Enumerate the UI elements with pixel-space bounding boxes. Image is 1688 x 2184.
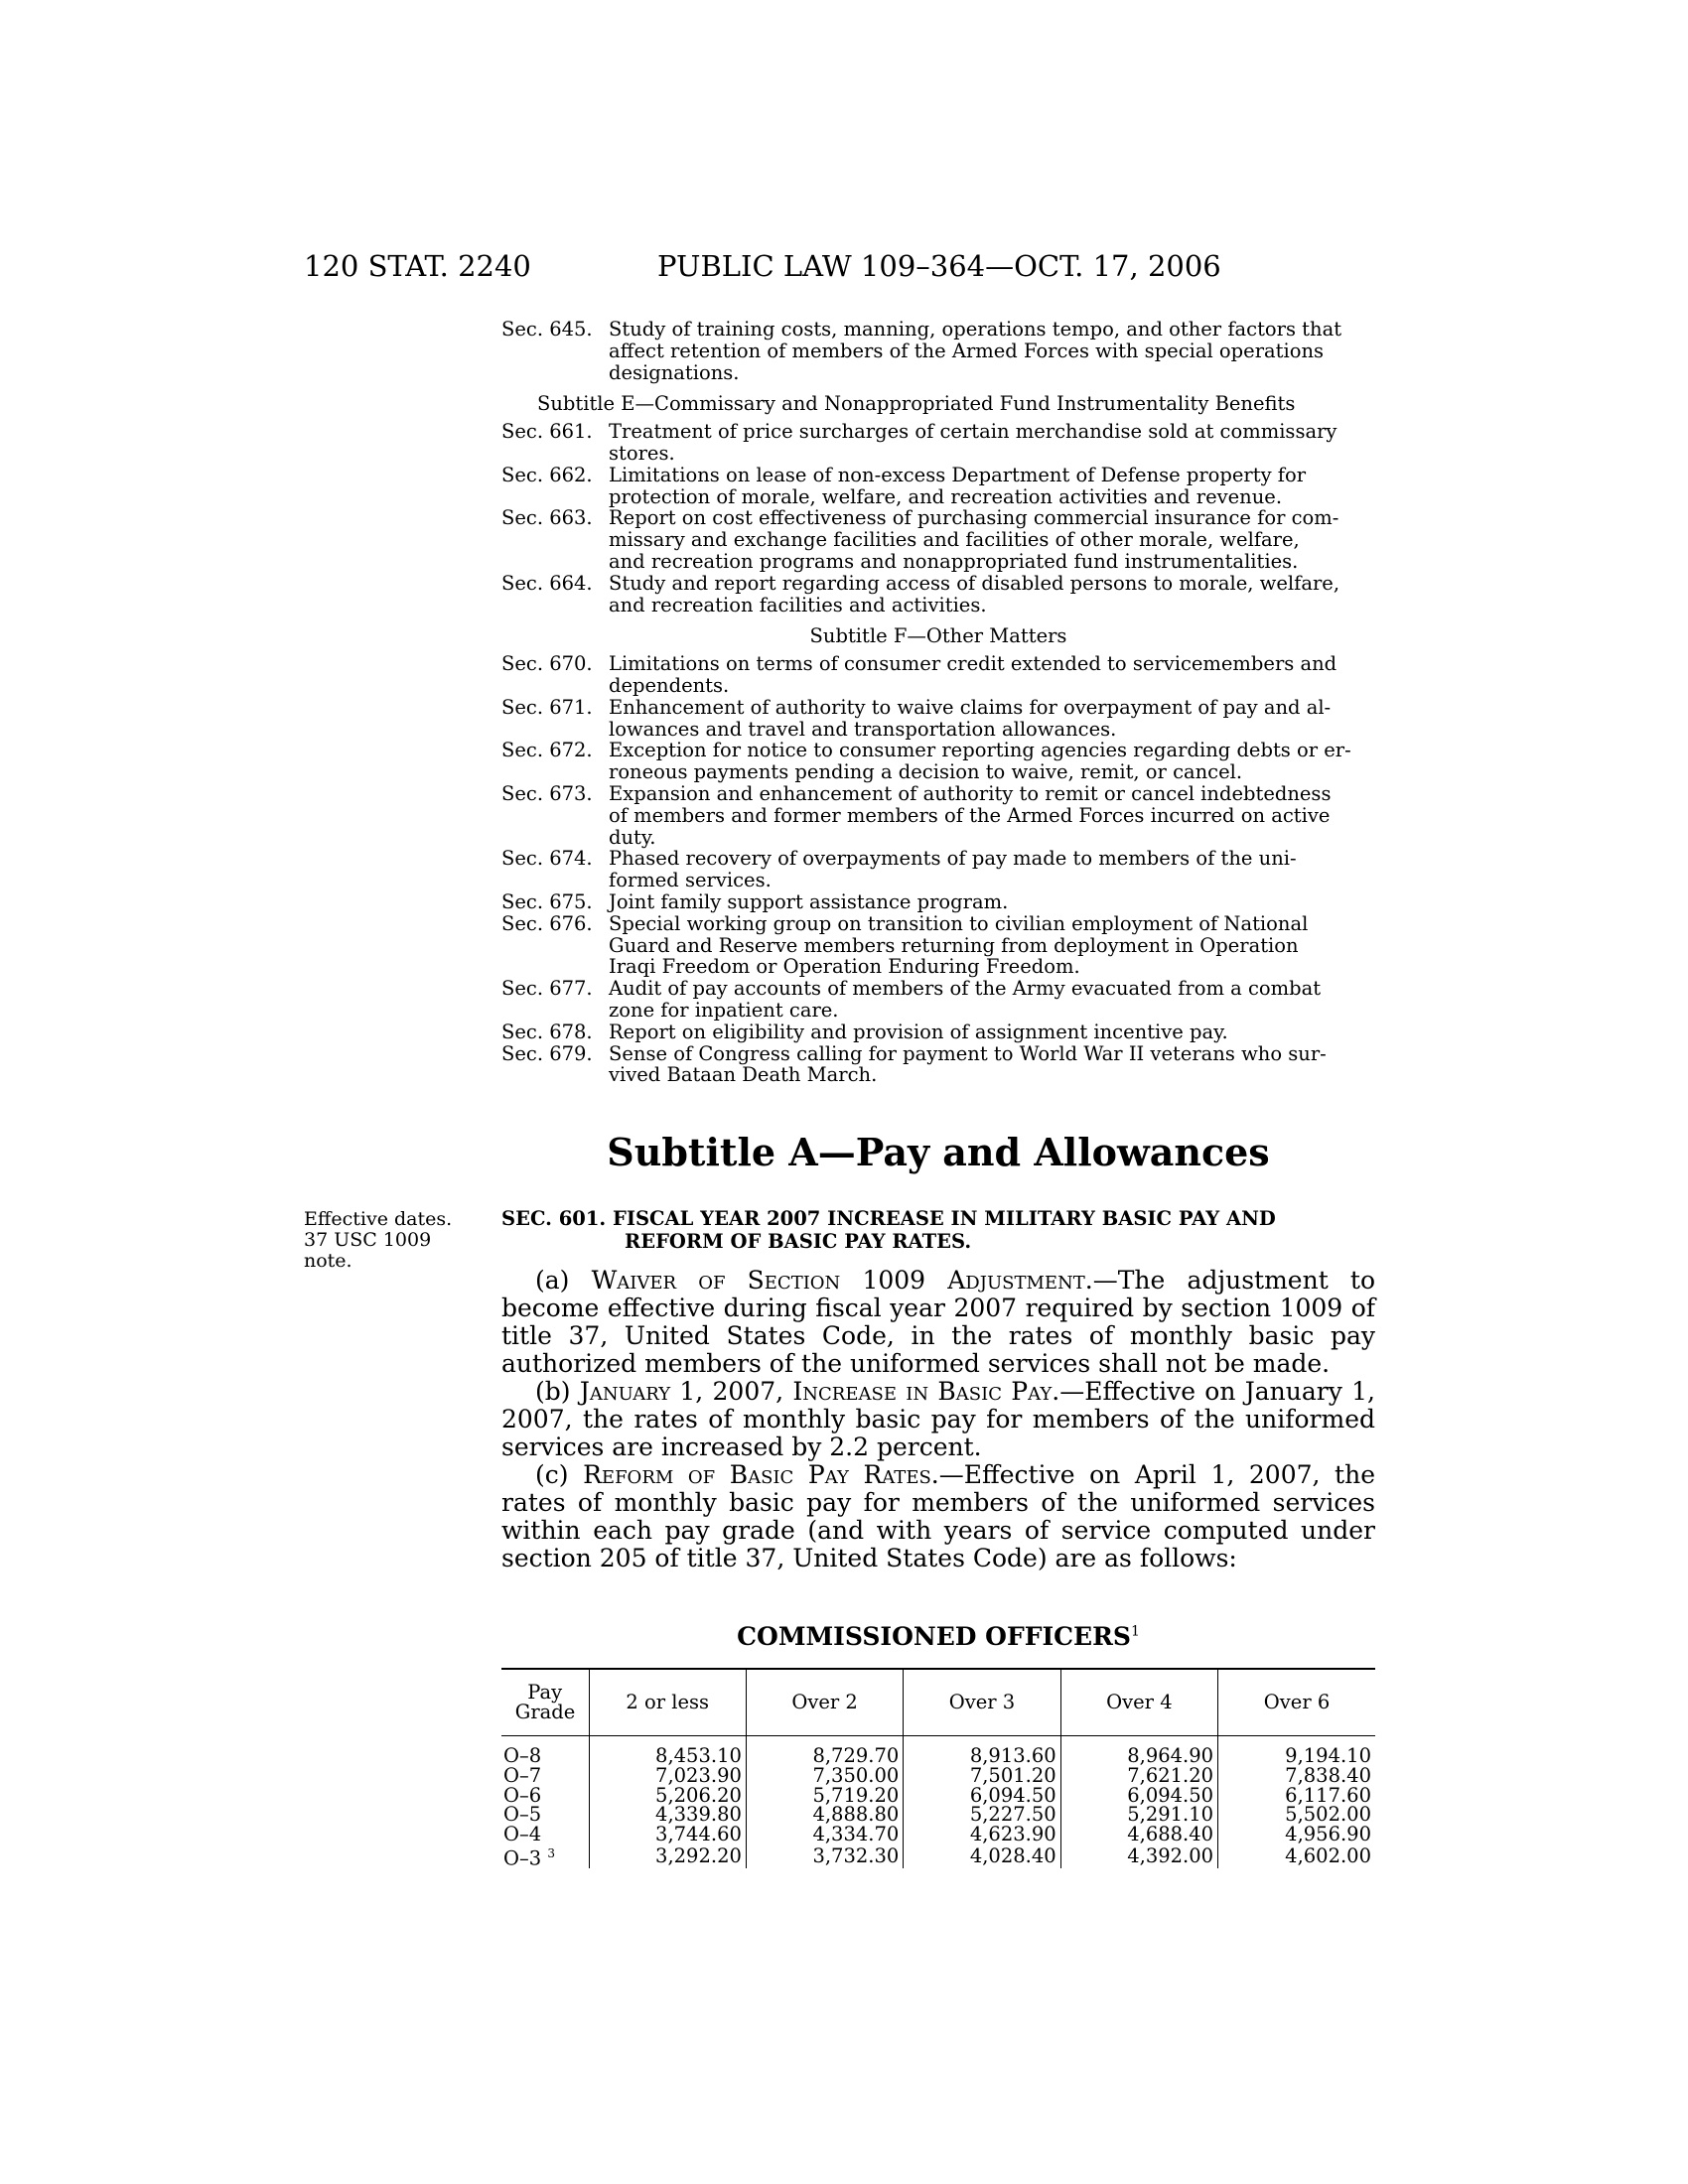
pay-rate-cell: 4,339.80 (589, 1805, 746, 1825)
table-row (501, 1825, 1375, 1844)
toc-section-number: Sec. 677. (501, 977, 593, 1001)
toc-section-title: Limitations on terms of consumer credit extended to servicemembers and dependents. (609, 652, 1337, 697)
margin-note-line: 37 USC 1009 (304, 1229, 432, 1251)
pay-grade-cell: O–7 (503, 1763, 542, 1787)
public-law-citation: PUBLIC LAW 109–364—OCT. 17, 2006 (657, 249, 1221, 283)
pay-rate-cell: 5,227.50 (904, 1805, 1060, 1825)
toc-entry (501, 573, 1375, 616)
column-header: Over 4 (1060, 1669, 1217, 1736)
pay-rate-cell: 9,194.10 (1218, 1736, 1375, 1766)
pay-rate-cell: 6,094.50 (904, 1786, 1060, 1806)
pay-rate-cell: 4,602.00 (1218, 1844, 1375, 1868)
pay-grade-cell: O–4 (503, 1823, 542, 1846)
pay-rate-cell: 7,350.00 (746, 1766, 903, 1786)
toc-entry (501, 978, 1375, 1022)
table-title-footnote: 1 (1130, 1623, 1140, 1640)
section-body (501, 1267, 1375, 1572)
pay-rate-cell: 4,888.80 (746, 1805, 903, 1825)
table-row (501, 1844, 1375, 1868)
pay-rate-cell: 7,621.20 (1060, 1766, 1217, 1786)
paragraph-heading: January 1, 2007, Increase in Basic Pay. (579, 1377, 1060, 1406)
toc-section-title: Expansion and enhancement of authority to remit or cancel indebtedness of members and former members of the Armed Forces incurred on active duty. (609, 781, 1332, 849)
pay-rate-cell: 6,094.50 (1060, 1786, 1217, 1806)
pay-rate-cell: 5,206.20 (589, 1786, 746, 1806)
table-row (501, 1766, 1375, 1786)
pay-table (501, 1668, 1375, 1868)
statute-page-citation: 120 STAT. 2240 (304, 249, 531, 283)
toc-subtitle-e-list (501, 421, 1375, 615)
column-header: 2 or less (589, 1669, 746, 1736)
toc-section-title: Phased recovery of overpayments of pay made to members of the uni- formed services. (609, 847, 1297, 892)
table-row (501, 1786, 1375, 1806)
toc-section-number: Sec. 664. (501, 571, 593, 595)
pay-rate-cell: 3,732.30 (746, 1844, 903, 1868)
table-row (501, 1805, 1375, 1825)
toc-section-number: Sec. 673. (501, 781, 593, 805)
table-of-contents (501, 319, 1375, 1086)
toc-entry (501, 421, 1375, 465)
toc-entry (501, 891, 1375, 913)
pay-rate-cell: 4,028.40 (904, 1844, 1060, 1868)
column-header: Pay Grade (501, 1669, 589, 1736)
toc-section-number: Sec. 675. (501, 889, 593, 913)
paragraph-a: (a) Waiver of Section 1009 Adjustment.—The adjustment to become effective during fiscal year 2007 required by section 1009 of title 37, United States Code, in the rates of monthly basic pay authorized members of the uniformed services shall not be made. (501, 1266, 1376, 1378)
toc-entry (501, 465, 1375, 508)
toc-subtitle-f: Subtitle F—Other Matters (809, 624, 1067, 648)
pay-rate-cell: 4,392.00 (1060, 1844, 1217, 1868)
toc-section-title: Study and report regarding access of disabled persons to morale, welfare, and recreation facilities and activities. (609, 571, 1340, 616)
margin-note-line: Effective dates. (304, 1208, 453, 1230)
pay-grade-cell: O–6 (503, 1783, 542, 1807)
toc-section-number: Sec. 679. (501, 1041, 593, 1065)
toc-section-number: Sec. 662. (501, 463, 593, 486)
toc-entry (501, 913, 1375, 978)
toc-section-title: Sense of Congress calling for payment to World War II veterans who sur- vived Bataan Death March. (609, 1041, 1327, 1087)
pay-rate-cell: 6,117.60 (1218, 1786, 1375, 1806)
column-header: Over 2 (746, 1669, 903, 1736)
toc-section-title: Exception for notice to consumer reporting agencies regarding debts or er- roneous payments pending a decision to waive, remit, or cancel. (609, 739, 1351, 784)
toc-section-number: Sec. 661. (501, 420, 593, 444)
pay-rate-cell: 5,502.00 (1218, 1805, 1375, 1825)
toc-section-number: Sec. 670. (501, 652, 593, 676)
pay-rate-cell: 7,023.90 (589, 1766, 746, 1786)
toc-section-title: Joint family support assistance program. (609, 889, 1009, 913)
pay-rate-cell: 8,913.60 (904, 1736, 1060, 1766)
toc-section-title: Report on eligibility and provision of assignment incentive pay. (609, 1020, 1228, 1043)
toc-section-number: Sec. 671. (501, 695, 593, 719)
pay-rate-cell: 8,729.70 (746, 1736, 903, 1766)
pay-rate-cell: 5,719.20 (746, 1786, 903, 1806)
toc-section-title: Report on cost effectiveness of purchasing commercial insurance for com- missary and exchange facilities and facilities of other morale, welfare, and recreation programs and nonappropriated fund instrumentalities. (609, 506, 1339, 573)
table-row (501, 1736, 1375, 1766)
pay-rate-cell: 3,292.20 (589, 1844, 746, 1868)
toc-entry (501, 1043, 1375, 1087)
table-body (501, 1736, 1375, 1869)
toc-section-title: Study of training costs, manning, operations tempo, and other factors that affect retention of members of the Armed Forces with special operations designations. (609, 318, 1342, 384)
toc-entry (501, 783, 1375, 848)
subtitle-heading: Subtitle A—Pay and Allowances (607, 1130, 1270, 1174)
toc-entry (501, 697, 1375, 741)
column-header: Over 6 (1218, 1669, 1375, 1736)
pay-rate-cell: 8,964.90 (1060, 1736, 1217, 1766)
toc-section-number: Sec. 674. (501, 847, 593, 871)
toc-section-number: Sec. 678. (501, 1020, 593, 1043)
pay-rate-cell: 4,623.90 (904, 1825, 1060, 1844)
paragraph-b: (b) January 1, 2007, Increase in Basic Pay.—Effective on January 1, 2007, the rates of monthly basic pay for members of the uniformed services are increased by 2.2 percent. (501, 1377, 1375, 1461)
toc-entry (501, 740, 1375, 783)
toc-section-title: Enhancement of authority to waive claims for overpayment of pay and al- lowances and travel and transportation allowances. (609, 695, 1332, 741)
pay-rate-cell: 4,956.90 (1218, 1825, 1375, 1844)
toc-entry (501, 1022, 1375, 1043)
column-header: Over 3 (904, 1669, 1060, 1736)
pay-rate-cell: 7,838.40 (1218, 1766, 1375, 1786)
footnote-marker: 3 (547, 1845, 555, 1860)
toc-subtitle-f-list (501, 653, 1375, 1086)
pay-grade-cell: O–8 (503, 1744, 542, 1767)
toc-section-number: Sec. 676. (501, 911, 593, 935)
running-head (304, 249, 1376, 289)
toc-entry (501, 507, 1375, 572)
pay-rate-cell: 7,501.20 (904, 1766, 1060, 1786)
section-heading: SEC. 601. FISCAL YEAR 2007 INCREASE IN MILITARY BASIC PAY AND REFORM OF BASIC PAY RATES. (501, 1207, 1276, 1253)
toc-entry (501, 848, 1375, 891)
margin-note-line: note. (304, 1250, 352, 1272)
pay-grade-cell: O–3 $^3$ (503, 1845, 555, 1870)
paragraph-heading: Waiver of Section 1009 Adjustment. (591, 1266, 1093, 1295)
paragraph-heading: Reform of Basic Pay Rates. (583, 1460, 939, 1489)
toc-entry (501, 653, 1375, 697)
table-title: COMMISSIONED OFFICERS$^1$ (737, 1622, 1140, 1651)
margin-note (304, 1209, 453, 1272)
toc-section-title: Special working group on transition to civilian employment of National Guard and Reserve members returning from deployment in Operation Iraqi Freedom or Operation Enduring Freedom. (609, 911, 1309, 979)
pay-rate-cell: 4,334.70 (746, 1825, 903, 1844)
toc-section-title: Treatment of price surcharges of certain merchandise sold at commissary stores. (609, 420, 1337, 465)
toc-subtitle-e: Subtitle E—Commissary and Nonappropriated Fund Instrumentality Benefits (537, 392, 1296, 416)
pay-rate-cell: 3,744.60 (589, 1825, 746, 1844)
pay-rate-cell: 8,453.10 (589, 1736, 746, 1766)
toc-entry (501, 319, 1375, 383)
toc-section-title: Limitations on lease of non-excess Department of Defense property for protection of morale, welfare, and recreation activities and revenue. (609, 463, 1307, 508)
table-header-row (501, 1669, 1375, 1736)
toc-section-number: Sec. 645. (501, 318, 593, 341)
pay-rate-cell: 5,291.10 (1060, 1805, 1217, 1825)
toc-section-title: Audit of pay accounts of members of the Army evacuated from a combat zone for inpatient care. (609, 977, 1322, 1022)
toc-section-number: Sec. 672. (501, 739, 593, 762)
pay-rate-cell: 4,688.40 (1060, 1825, 1217, 1844)
paragraph-c: (c) Reform of Basic Pay Rates.—Effective on April 1, 2007, the rates of monthly basic pay for members of the uniformed services within each pay grade (and with years of service computed under section 205 of title 37, United States Code) are as follows: (501, 1460, 1375, 1572)
pay-grade-cell: O–5 (503, 1803, 542, 1827)
toc-section-number: Sec. 663. (501, 506, 593, 530)
